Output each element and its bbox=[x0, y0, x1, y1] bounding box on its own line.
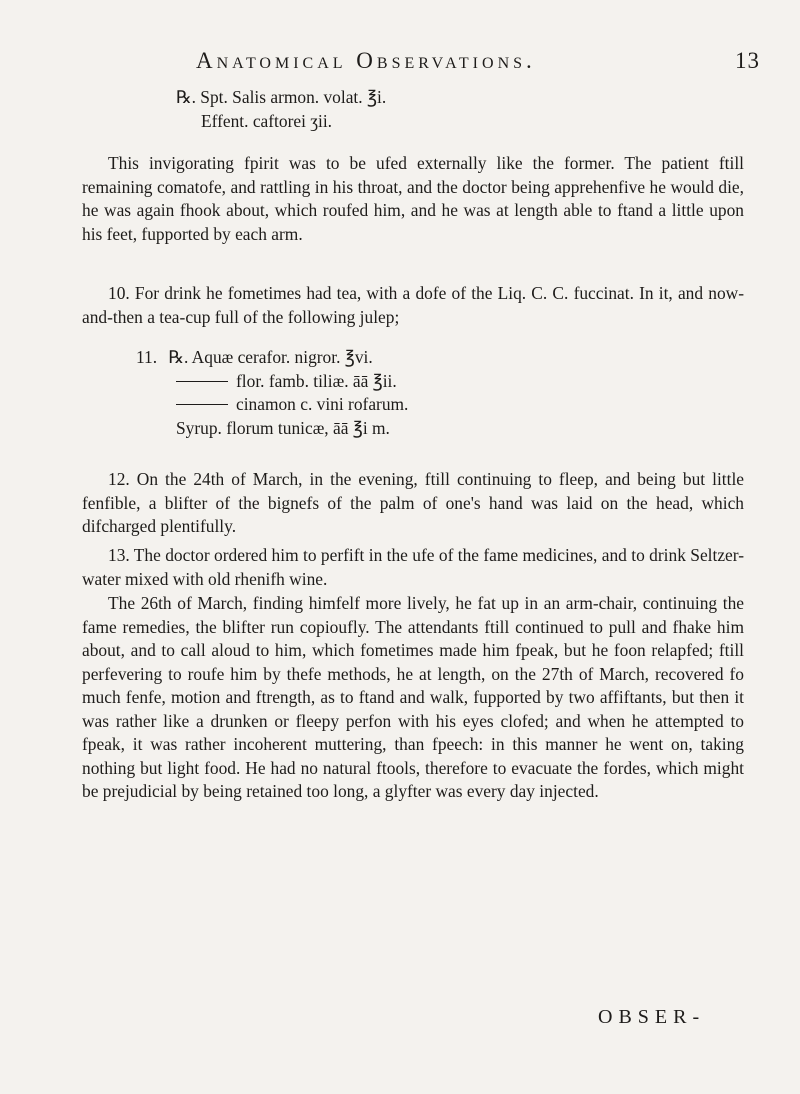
paragraph-invigorating bbox=[82, 152, 744, 246]
paragraph-10 bbox=[82, 282, 744, 329]
recipe-line bbox=[136, 393, 408, 417]
recipe-line: Syrup. florum tunicæ, āā ℥i m. bbox=[176, 417, 390, 438]
recipe-number: 11. bbox=[136, 347, 158, 367]
recipe-block-2 bbox=[136, 346, 408, 440]
paragraph-text: 10. For drink he fometimes had tea, with a dofe of the Liq. C. C. fuccinat. In it, and now-and-then a tea-cup full of the following julep; bbox=[82, 283, 744, 327]
recipe-text: ℞. Aquæ cerafor. nigror. ℥vi. bbox=[168, 347, 373, 367]
paragraph-text: This invigorating fpirit was to be ufed externally like the former. The patient ftill remaining comatofe, and rattling in his throat, and the doctor being apprehenfive he would die, he was again fhook about, which roufed him, and he was at length able to ftand a little upon his feet, fupported by each arm. bbox=[82, 153, 744, 244]
recipe-text: flor. famb. tiliæ. āā ℥ii. bbox=[236, 370, 397, 391]
page-number: 13 bbox=[735, 48, 760, 73]
recipe-line bbox=[136, 346, 408, 370]
recipe-line bbox=[136, 370, 408, 394]
paragraph-12 bbox=[82, 468, 744, 539]
ditto-dash bbox=[176, 381, 228, 382]
recipe-text: cinamon c. vini rofarum. bbox=[236, 394, 409, 414]
paragraph-text: 12. On the 24th of March, in the evening, ftill continuing to fleep, and being but little fenfible, a blifter of the bignefs of the palm of one's hand was laid on the head, which difcharged plentifully. bbox=[82, 469, 744, 536]
running-head: Anatomical Observations. bbox=[196, 48, 536, 73]
ditto-dash bbox=[176, 404, 228, 405]
catchword: OBSER- bbox=[598, 1006, 706, 1028]
paragraph-text: The 26th of March, finding himfelf more lively, he fat up in an arm-chair, continuing the fame remedies, the blifter run copioufly. The attendants ftill continued to pull and fhake him about, and to call aloud to him, which fometimes made him fpeak, but he foon relapfed; ftill perfevering to roufe him by thefe methods, he at length, on the 27th of March, recovered fo much fenfe, motion and ftrength, as to ftand and walk, fupported by two affiftants, but then it was rather like a drunken or fleepy perfon with his eyes clofed; and when he attempted to fpeak, it was rather incoherent muttering, than fpeech: in this manner he went on, taking nothing but light food. He had no natural ftools, therefore to evacuate the fordes, which might be prejudicial by being retained too long, a glyfter was every day injected. bbox=[82, 593, 744, 801]
paragraph-13 bbox=[82, 544, 744, 591]
paragraph-26th-march bbox=[82, 592, 744, 804]
recipe-block-1 bbox=[176, 86, 386, 133]
recipe-line: ℞. Spt. Salis armon. volat. ℥i. bbox=[176, 87, 387, 107]
recipe-line: Effent. caftorei ʒii. bbox=[201, 110, 333, 131]
paragraph-text: 13. The doctor ordered him to perfift in the ufe of the fame medicines, and to drink Seltzer-water mixed with old rhenifh wine. bbox=[82, 545, 744, 589]
